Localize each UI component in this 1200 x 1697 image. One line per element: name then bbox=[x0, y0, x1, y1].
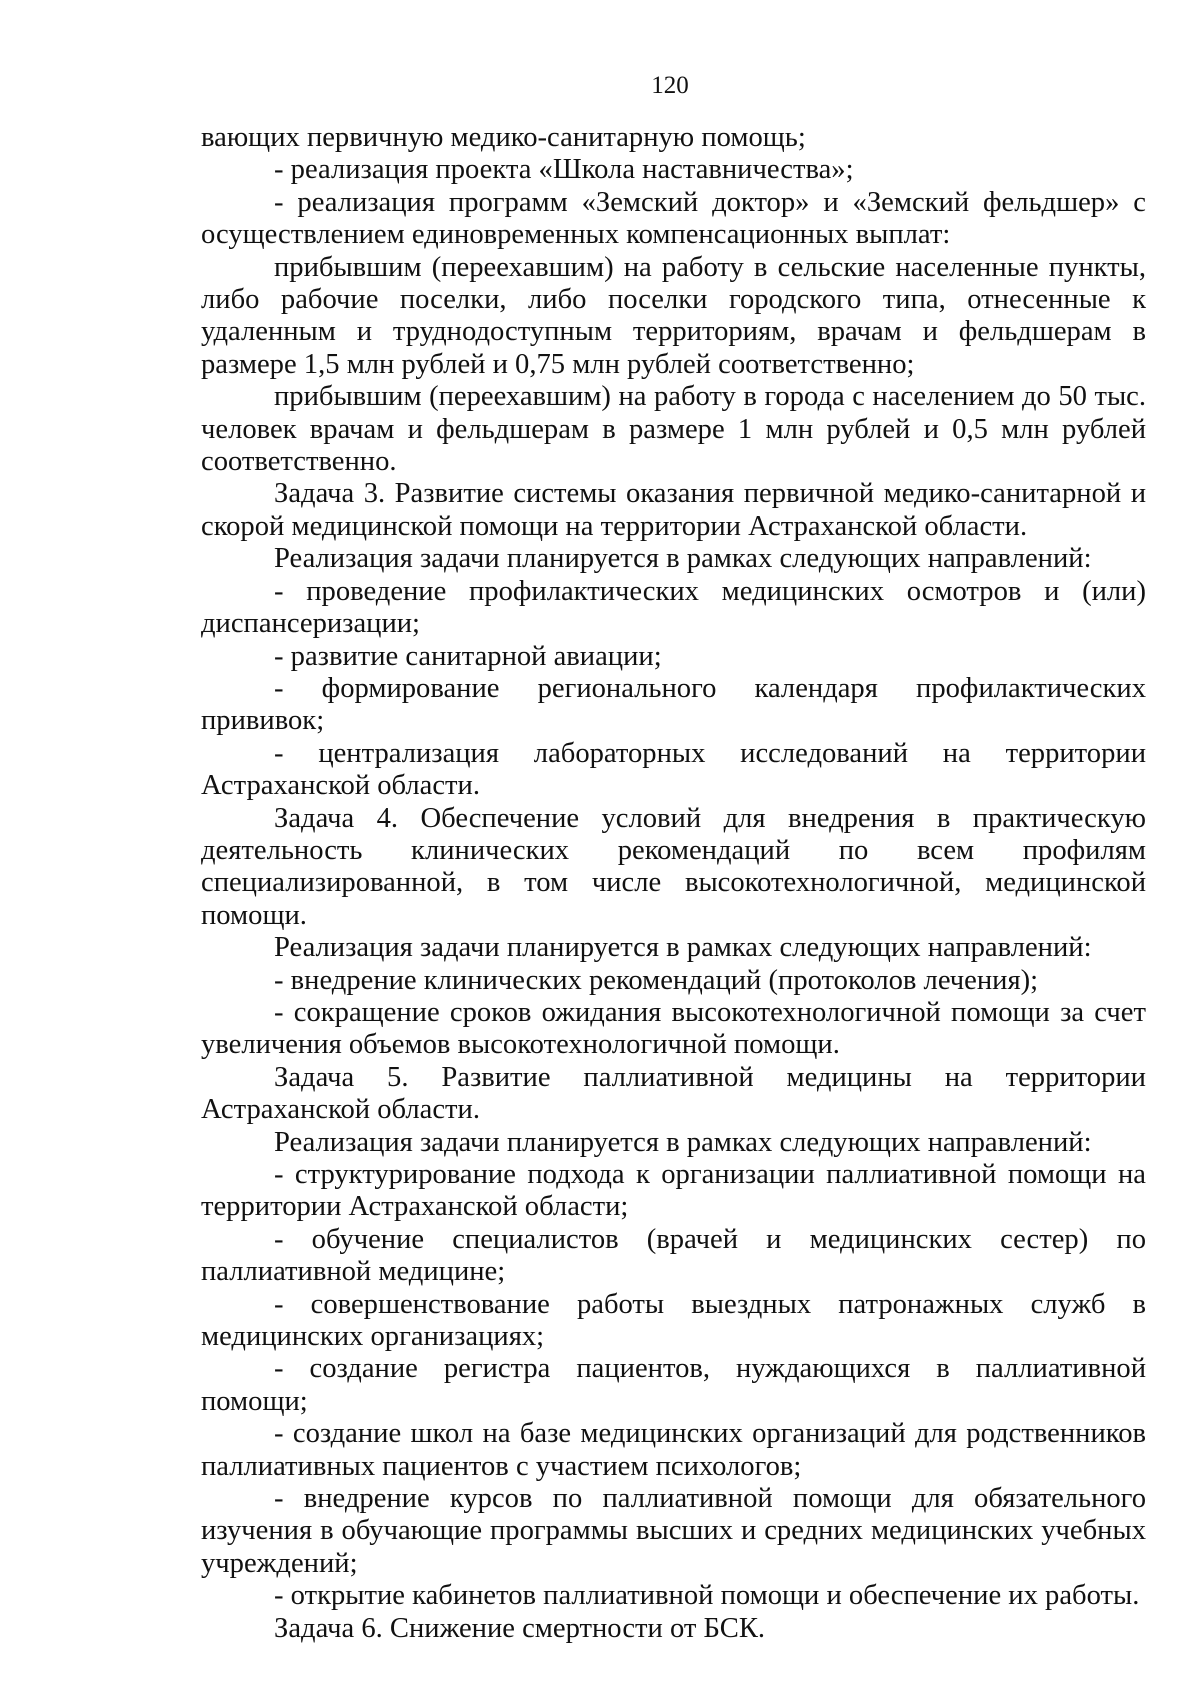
list-item-lab-centralization: - централизация лабораторных исследований на территории Астраханской области. bbox=[201, 737, 1146, 802]
implementation-intro: Реализация задачи планируется в рамках следующих направлений: bbox=[274, 543, 1092, 575]
list-item-sanitary-aviation: - развитие санитарной авиации; bbox=[274, 640, 662, 672]
list-item-clinical-guidelines: - внедрение клинических рекомендаций (протоколов лечения); bbox=[274, 964, 1039, 996]
page-number: 120 bbox=[651, 72, 689, 99]
list-item-checkups: - проведение профилактических медицинских осмотров и (или) диспансеризации; bbox=[201, 575, 1146, 640]
list-item-palliative-structuring: - структурирование подхода к организации паллиативной помощи на территории Астраханской области; bbox=[201, 1159, 1146, 1223]
list-item-zemsky-programs: - реализация программ «Земский доктор» и «Земский фельдшер» с осуществлением единовременных компенсационных выплат: bbox=[201, 186, 1146, 251]
paragraph-continuation: вающих первичную медико-санитарную помощь; bbox=[201, 122, 806, 153]
document-body bbox=[201, 122, 1146, 1645]
list-item-palliative-courses: - внедрение курсов по паллиативной помощи для обязательного изучения в обучающие программы высших и средних медицинских учебных учреждений; bbox=[201, 1483, 1146, 1579]
task-4-heading: Задача 4. Обеспечение условий для внедрения в практическую деятельность клинических рекомендаций по всем профилям специализированной, в том числе высокотехнологичной, медицинской помощи. bbox=[201, 802, 1146, 931]
list-item-mentorship-school: - реализация проекта «Школа наставничества»; bbox=[274, 154, 854, 186]
list-item-relative-schools: - создание школ на базе медицинских организаций для родственников паллиативных пациентов с участием психологов; bbox=[201, 1418, 1146, 1482]
list-item-waiting-times: - сокращение сроков ожидания высокотехнологичной помощи за счет увеличения объемов высокотехнологичной помощи. bbox=[201, 996, 1146, 1061]
list-item-patient-registry: - создание регистра пациентов, нуждающихся в паллиативной помощи; bbox=[201, 1353, 1146, 1417]
implementation-intro: Реализация задачи планируется в рамках следующих направлений: bbox=[274, 932, 1092, 964]
list-item-vaccination-calendar: - формирование регионального календаря профилактических прививок; bbox=[201, 672, 1146, 737]
paragraph-town-payments: прибывшим (переехавшим) на работу в города с населением до 50 тыс. человек врачам и фельдшерам в размере 1 млн рублей и 0,5 млн рублей соответственно. bbox=[201, 381, 1146, 478]
task-3-heading: Задача 3. Развитие системы оказания первичной медико-санитарной и скорой медицинской помощи на территории Астраханской области. bbox=[201, 478, 1146, 542]
task-5-heading: Задача 5. Развитие паллиативной медицины на территории Астраханской области. bbox=[201, 1061, 1146, 1126]
list-item-palliative-offices: - открытие кабинетов паллиативной помощи и обеспечение их работы. bbox=[274, 1580, 1140, 1612]
list-item-specialist-training: - обучение специалистов (врачей и медицинских сестер) по паллиативной медицине; bbox=[201, 1223, 1146, 1288]
list-item-patronage-services: - совершенствование работы выездных патронажных служб в медицинских организациях; bbox=[201, 1288, 1146, 1353]
implementation-intro: Реализация задачи планируется в рамках следующих направлений: bbox=[274, 1126, 1092, 1158]
task-6-heading: Задача 6. Снижение смертности от БСК. bbox=[274, 1612, 766, 1644]
paragraph-rural-payments: прибывшим (переехавшим) на работу в сельские населенные пункты, либо рабочие поселки, либо поселки городского типа, отнесенные к удаленным и труднодоступным территориям, врачам и фельдшерам в размере 1,5 млн рублей и 0,75 млн рублей соответственно; bbox=[201, 251, 1146, 380]
